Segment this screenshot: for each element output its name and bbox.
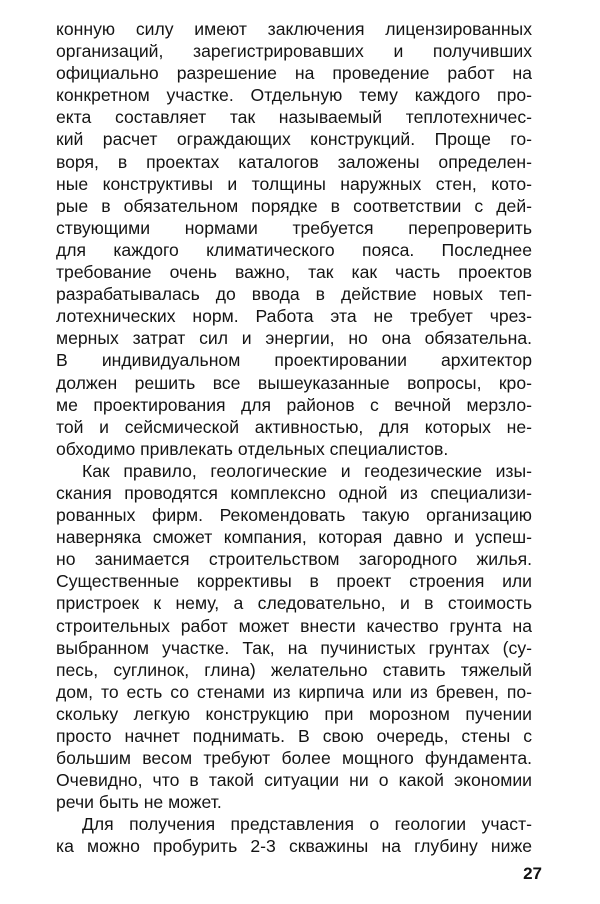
- body-text: [56, 18, 532, 858]
- text-line: Существенные коррективы в проект строения или: [56, 571, 532, 592]
- text-line: скольку легкую конструкцию при морозном пучении: [56, 703, 532, 724]
- text-line: песь, суглинок, глина) желательно ставить тяжелый: [56, 659, 532, 680]
- text-line: строительных работ может внести качество грунта на: [56, 615, 532, 636]
- text-line: Очевидно, что в такой ситуации ни о какой экономии: [56, 770, 532, 791]
- text-line: большим весом требуют более мощного фундамента.: [56, 748, 532, 769]
- text-line: кий расчет ограждающих конструкций. Проще го-: [56, 129, 532, 150]
- text-line: конную силу имеют заключения лицензированных: [56, 19, 532, 39]
- text-line: ствующими нормами требуется перепроверить: [56, 217, 532, 238]
- text-line: для каждого климатического пояса. Последнее: [56, 239, 532, 260]
- text-line: воря, в проектах каталогов заложены определен-: [56, 151, 532, 172]
- text-line: пристроек к нему, а следовательно, и в стоимость: [56, 593, 532, 614]
- text-line: обходимо привлекать отдельных специалистов.: [56, 438, 449, 459]
- text-line: организаций, зарегистрировавших и получивших: [56, 41, 532, 62]
- text-line: ме проектирования для районов с вечной мерзло-: [56, 394, 532, 415]
- text-line: рые в обязательном порядке в соответствии с дей-: [56, 195, 532, 216]
- text-line: В индивидуальном проектировании архитектор: [56, 350, 532, 371]
- text-line: Для получения представления о геологии участ-: [82, 814, 532, 835]
- text-line: разрабатывалась до ввода в действие новых теп-: [56, 284, 532, 305]
- text-line: требование очень важно, так как часть проектов: [56, 262, 532, 283]
- text-line: наверняка сможет компания, которая давно и успеш-: [56, 527, 532, 548]
- text-line: должен решить все вышеуказанные вопросы, кро-: [56, 372, 532, 393]
- text-line: Как правило, геологические и геодезические изы-: [82, 460, 532, 481]
- text-line: ные конструктивы и толщины наружных стен, кото-: [56, 173, 532, 194]
- text-line: речи быть не может.: [56, 792, 222, 813]
- text-line: лотехнических норм. Работа эта не требует чрез-: [56, 306, 532, 327]
- text-line: екта составляет так называемый теплотехничес-: [56, 107, 532, 128]
- text-line: мерных затрат сил и энергии, но она обязательна.: [56, 328, 532, 349]
- text-line: но занимается строительством загородного жилья.: [56, 549, 532, 570]
- text-line: скания проводятся комплексно одной из специализи-: [56, 482, 532, 503]
- text-line: выбранном участке. Так, на пучинистых грунтах (су-: [56, 637, 532, 658]
- text-line: дом, то есть со стенами из кирпича или из бревен, по-: [56, 681, 532, 702]
- text-line: ка можно пробурить 2-3 скважины на глубину ниже: [56, 836, 532, 857]
- text-line: той и сейсмической активностью, для которых не-: [56, 416, 532, 437]
- text-line: просто начнет поднимать. В свою очередь, стены с: [56, 726, 532, 746]
- text-line: рованных фирм. Рекомендовать такую организацию: [56, 505, 532, 526]
- page-number: 27: [523, 864, 542, 883]
- text-line: официально разрешение на проведение работ на: [56, 63, 532, 84]
- text-line: конкретном участке. Отдельную тему каждого про-: [56, 85, 532, 106]
